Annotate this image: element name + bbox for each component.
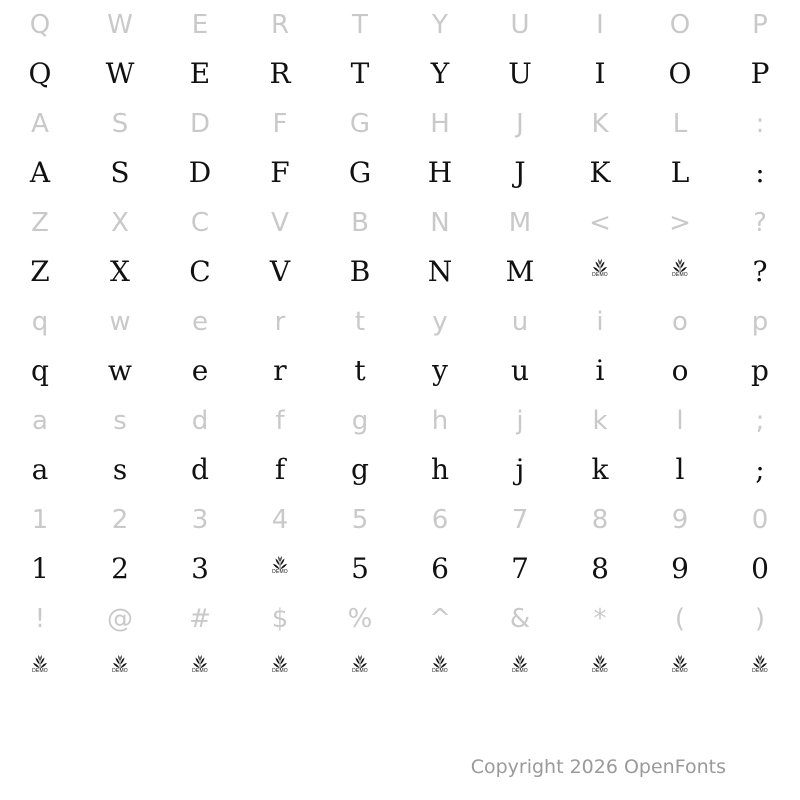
reference-char-r8c2: d [191, 405, 209, 436]
reference-char-r4c7: < [589, 207, 611, 238]
specimen-glyph-r7c7: i [595, 354, 605, 388]
reference-char-r2c0: A [31, 108, 49, 139]
reference-char-r8c7: k [592, 405, 608, 436]
reference-char-r0c5: Y [432, 9, 448, 40]
leaf-demo-mark [560, 644, 640, 694]
reference-char-r4c1: X [111, 207, 129, 238]
reference-char-r10c4: 5 [351, 504, 369, 535]
reference-char-r6c8: o [672, 306, 688, 337]
reference-char-r6c5: y [432, 306, 448, 337]
reference-char-r12c0: ! [34, 603, 46, 634]
reference-char-r8c6: j [516, 405, 524, 436]
reference-char-r2c6: J [516, 108, 524, 139]
reference-char-r10c9: 0 [751, 504, 769, 535]
leaf-demo-mark [320, 644, 400, 694]
reference-char-r0c9: P [752, 9, 768, 40]
specimen-glyph-r5c5: N [427, 255, 453, 289]
specimen-glyph-r9c0: a [31, 453, 49, 487]
reference-char-r0c8: O [669, 9, 691, 40]
reference-char-r12c5: ^ [429, 603, 451, 634]
reference-char-r0c4: T [352, 9, 368, 40]
reference-char-r2c1: S [111, 108, 129, 139]
specimen-glyph-r3c1: S [110, 156, 130, 190]
specimen-glyph-r7c8: o [671, 354, 689, 388]
specimen-glyph-r3c4: G [348, 156, 372, 190]
specimen-glyph-r11c5: 6 [431, 552, 449, 586]
leaf-icon [587, 655, 613, 681]
demo-watermark-label: DEMO [192, 668, 208, 675]
copyright-notice: Copyright 2026 OpenFonts [470, 756, 726, 778]
specimen-glyph-r3c6: J [514, 156, 526, 190]
reference-char-r10c1: 2 [111, 504, 129, 535]
demo-watermark-label: DEMO [672, 668, 688, 675]
reference-char-r10c7: 8 [591, 504, 609, 535]
specimen-glyph-r3c8: L [670, 156, 690, 190]
reference-char-r12c3: $ [271, 603, 289, 634]
specimen-glyph-r11c0: 1 [31, 552, 49, 586]
specimen-glyph-r3c3: F [270, 156, 290, 190]
specimen-glyph-r9c9: ; [755, 453, 765, 487]
reference-char-r8c3: f [275, 405, 285, 436]
reference-char-r10c8: 9 [671, 504, 689, 535]
leaf-demo-mark [0, 644, 80, 694]
specimen-glyph-r3c2: D [188, 156, 212, 190]
reference-char-r0c0: Q [29, 9, 51, 40]
specimen-glyph-r5c9: ? [752, 255, 768, 289]
leaf-demo-mark [240, 545, 320, 595]
reference-char-r6c6: u [511, 306, 529, 337]
leaf-demo-mark [160, 644, 240, 694]
reference-char-r12c2: # [189, 603, 211, 634]
demo-watermark-label: DEMO [432, 668, 448, 675]
specimen-glyph-r7c6: u [510, 354, 530, 388]
reference-char-r2c4: G [349, 108, 371, 139]
specimen-glyph-r7c3: r [273, 354, 287, 388]
specimen-glyph-r5c0: Z [30, 255, 50, 289]
specimen-glyph-r9c7: k [591, 453, 609, 487]
leaf-icon [507, 655, 533, 681]
demo-watermark-label: DEMO [672, 272, 688, 279]
specimen-glyph-r11c8: 9 [671, 552, 689, 586]
leaf-icon [747, 655, 773, 681]
reference-char-r2c5: H [430, 108, 450, 139]
reference-char-r12c1: @ [107, 603, 133, 634]
specimen-glyph-r1c6: U [508, 57, 532, 91]
leaf-demo-mark [240, 644, 320, 694]
specimen-glyph-r1c5: Y [430, 57, 450, 91]
specimen-glyph-r11c9: 0 [751, 552, 769, 586]
specimen-glyph-r9c3: f [274, 453, 286, 487]
reference-char-r12c4: % [347, 603, 373, 634]
specimen-glyph-r11c7: 8 [591, 552, 609, 586]
specimen-glyph-r3c9: : [755, 156, 765, 190]
reference-char-r4c6: M [508, 207, 532, 238]
reference-char-r6c7: i [596, 306, 604, 337]
specimen-glyph-r7c0: q [31, 354, 49, 388]
reference-char-r8c4: g [351, 405, 369, 436]
reference-char-r6c4: t [354, 306, 366, 337]
reference-char-r0c3: R [270, 9, 290, 40]
specimen-glyph-r9c1: s [112, 453, 128, 487]
specimen-glyph-r5c1: X [110, 255, 130, 289]
specimen-glyph-r11c2: 3 [191, 552, 209, 586]
specimen-glyph-r1c7: I [594, 57, 606, 91]
demo-watermark-label: DEMO [272, 569, 288, 576]
leaf-icon [267, 556, 293, 582]
specimen-glyph-r9c5: h [430, 453, 450, 487]
reference-char-r0c6: U [510, 9, 530, 40]
demo-watermark-label: DEMO [512, 668, 528, 675]
specimen-glyph-r1c1: W [105, 57, 135, 91]
reference-char-r8c0: a [32, 405, 48, 436]
specimen-glyph-r5c2: C [189, 255, 211, 289]
demo-watermark-label: DEMO [112, 668, 128, 675]
reference-char-r0c7: I [596, 9, 604, 40]
specimen-glyph-r5c4: B [349, 255, 371, 289]
reference-char-r0c2: E [191, 9, 209, 40]
reference-char-r4c2: C [190, 207, 210, 238]
specimen-glyph-r1c0: Q [28, 57, 52, 91]
leaf-demo-mark [720, 644, 800, 694]
leaf-icon [667, 259, 693, 285]
reference-char-r2c3: F [272, 108, 288, 139]
reference-char-r2c8: L [672, 108, 688, 139]
demo-watermark-label: DEMO [32, 668, 48, 675]
specimen-glyph-r3c0: A [29, 156, 51, 190]
specimen-glyph-r5c3: V [269, 255, 291, 289]
reference-char-r8c9: ; [755, 405, 765, 436]
leaf-icon [667, 655, 693, 681]
demo-watermark-label: DEMO [352, 668, 368, 675]
reference-char-r0c1: W [107, 9, 133, 40]
demo-watermark-label: DEMO [592, 668, 608, 675]
specimen-glyph-r7c9: p [751, 354, 769, 388]
reference-char-r2c7: K [591, 108, 609, 139]
reference-char-r12c6: & [509, 603, 531, 634]
leaf-demo-mark [640, 248, 720, 298]
leaf-demo-mark [640, 644, 720, 694]
demo-watermark-label: DEMO [272, 668, 288, 675]
specimen-glyph-r9c2: d [191, 453, 209, 487]
reference-char-r4c8: > [669, 207, 691, 238]
leaf-icon [347, 655, 373, 681]
leaf-icon [267, 655, 293, 681]
specimen-glyph-r5c6: M [505, 255, 535, 289]
reference-char-r2c9: : [755, 108, 765, 139]
specimen-glyph-r1c4: T [350, 57, 370, 91]
reference-char-r8c1: s [113, 405, 127, 436]
leaf-demo-mark [80, 644, 160, 694]
specimen-glyph-r7c2: e [191, 354, 209, 388]
demo-watermark-label: DEMO [752, 668, 768, 675]
specimen-glyph-r7c4: t [354, 354, 366, 388]
specimen-glyph-r3c5: H [427, 156, 453, 190]
specimen-glyph-r9c4: g [351, 453, 369, 487]
specimen-glyph-r1c3: R [269, 57, 291, 91]
specimen-glyph-r11c6: 7 [511, 552, 529, 586]
reference-char-r6c2: e [192, 306, 208, 337]
specimen-glyph-r11c1: 2 [111, 552, 129, 586]
leaf-demo-mark [400, 644, 480, 694]
leaf-demo-mark [560, 248, 640, 298]
reference-char-r2c2: D [189, 108, 211, 139]
specimen-glyph-r1c8: O [668, 57, 692, 91]
reference-char-r10c6: 7 [511, 504, 529, 535]
reference-char-r4c9: ? [753, 207, 767, 238]
footer [0, 756, 800, 778]
leaf-icon [107, 655, 133, 681]
reference-char-r10c2: 3 [191, 504, 209, 535]
specimen-glyph-r7c5: y [432, 354, 448, 388]
reference-char-r10c3: 4 [271, 504, 289, 535]
specimen-glyph-r11c4: 5 [351, 552, 369, 586]
leaf-icon [27, 655, 53, 681]
reference-char-r10c0: 1 [31, 504, 49, 535]
reference-char-r6c0: q [31, 306, 49, 337]
leaf-icon [427, 655, 453, 681]
reference-char-r6c9: p [751, 306, 769, 337]
reference-char-r8c8: l [676, 405, 684, 436]
demo-watermark-label: DEMO [592, 272, 608, 279]
specimen-glyph-r9c8: l [675, 453, 685, 487]
reference-char-r4c4: B [351, 207, 369, 238]
specimen-glyph-r1c9: P [750, 57, 770, 91]
reference-char-r4c3: V [271, 207, 289, 238]
reference-char-r4c5: N [430, 207, 450, 238]
specimen-glyph-r9c6: j [515, 453, 525, 487]
reference-char-r12c7: * [593, 603, 607, 634]
specimen-glyph-r1c2: E [189, 57, 211, 91]
reference-char-r4c0: Z [31, 207, 49, 238]
specimen-glyph-r3c7: K [589, 156, 611, 190]
leaf-icon [587, 259, 613, 285]
specimen-glyph-r7c1: w [108, 354, 132, 388]
reference-char-r8c5: h [431, 405, 449, 436]
reference-char-r6c1: w [109, 306, 131, 337]
reference-char-r12c9: ) [754, 603, 766, 634]
leaf-demo-mark [480, 644, 560, 694]
reference-char-r10c5: 6 [431, 504, 449, 535]
reference-char-r12c8: ( [674, 603, 686, 634]
leaf-icon [187, 655, 213, 681]
reference-char-r6c3: r [274, 306, 286, 337]
